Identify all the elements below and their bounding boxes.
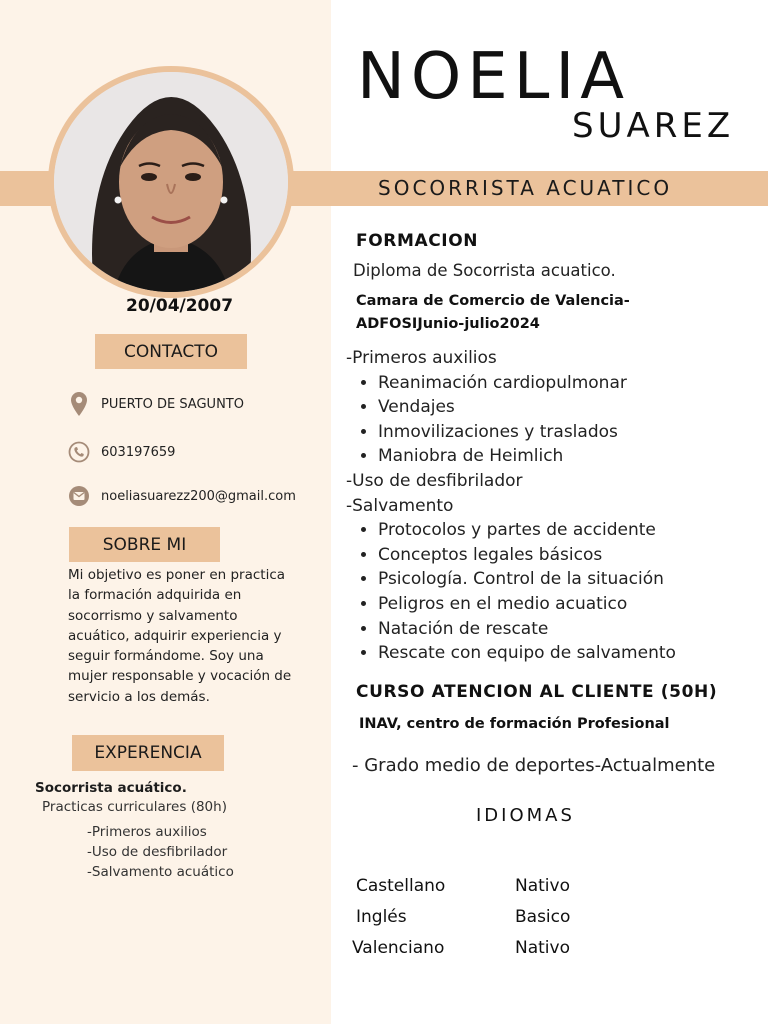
education-heading: FORMACION bbox=[356, 231, 479, 251]
contact-heading-label: CONTACTO bbox=[124, 341, 218, 362]
experience-role: Socorrista acuático. bbox=[35, 780, 187, 796]
last-name: SUAREZ bbox=[572, 106, 735, 146]
list-item: • Inmovilizaciones y traslados bbox=[378, 420, 676, 445]
course-institution: INAV, centro de formación Profesional bbox=[359, 716, 670, 732]
table-row bbox=[352, 901, 570, 932]
language-level: Basico bbox=[515, 906, 571, 927]
language-name: Castellano bbox=[356, 875, 446, 896]
list-item: • Peligros en el medio acuatico bbox=[378, 592, 676, 617]
education-institution-line1: Camara de Comercio de Valencia- bbox=[356, 293, 630, 309]
module-list bbox=[346, 371, 676, 469]
education-diploma: Diploma de Socorrista acuatico. bbox=[353, 261, 616, 280]
about-heading bbox=[69, 527, 220, 562]
about-heading-label: SOBRE MI bbox=[102, 534, 187, 555]
contact-address bbox=[68, 393, 244, 415]
education-institution-line2: ADFOSIJunio-julio2024 bbox=[356, 316, 540, 332]
contact-phone[interactable] bbox=[68, 441, 175, 463]
module-title: -Salvamento bbox=[346, 495, 454, 516]
experience-place: Practicas curriculares (80h) bbox=[42, 799, 227, 815]
location-pin-icon bbox=[68, 393, 90, 415]
experience-heading bbox=[72, 735, 224, 771]
list-item: • Psicología. Control de la situación bbox=[378, 567, 676, 592]
module-title: -Uso de desfibrilador bbox=[346, 470, 523, 491]
portrait-illustration bbox=[54, 72, 288, 292]
language-name: Inglés bbox=[356, 906, 407, 927]
contact-email[interactable] bbox=[68, 485, 296, 507]
list-item: • Conceptos legales básicos bbox=[378, 543, 676, 568]
phone-text: 603197659 bbox=[101, 444, 176, 460]
list-item: • Protocolos y partes de accidente bbox=[378, 518, 676, 543]
language-name: Valenciano bbox=[352, 937, 445, 958]
contact-heading bbox=[95, 334, 247, 369]
language-level: Nativo bbox=[515, 875, 570, 896]
experience-list bbox=[87, 822, 234, 882]
profile-photo bbox=[54, 72, 288, 292]
languages-heading: IDIOMAS bbox=[476, 805, 575, 826]
list-item: • Maniobra de Heimlich bbox=[378, 444, 676, 469]
experience-heading-label: EXPERENCIA bbox=[94, 743, 202, 763]
list-item: • Natación de rescate bbox=[378, 617, 676, 642]
list-item: • Rescate con equipo de salvamento bbox=[378, 641, 676, 666]
course-heading: CURSO ATENCION AL CLIENTE (50H) bbox=[356, 682, 718, 702]
module-title: -Primeros auxilios bbox=[346, 348, 497, 368]
table-row bbox=[352, 932, 570, 963]
email-icon bbox=[68, 485, 90, 507]
education-modules bbox=[346, 346, 676, 666]
about-text: Mi objetivo es poner en practica la formación adquirida en socorrismo y salvamento acuático, adquirir experiencia y seguir formándome. Soy una mujer responsable y vocación de servicio a los demás. bbox=[68, 567, 292, 705]
language-level: Nativo bbox=[515, 937, 570, 958]
birth-date: 20/04/2007 bbox=[126, 296, 234, 316]
list-item: -Salvamento acuático bbox=[87, 864, 234, 880]
list-item: • Vendajes bbox=[378, 395, 676, 420]
table-row bbox=[352, 870, 570, 901]
module-list bbox=[346, 518, 676, 666]
list-item: -Primeros auxilios bbox=[87, 824, 207, 840]
email-text: noeliasuarezz200@gmail.com bbox=[101, 488, 296, 504]
address-text: PUERTO DE SAGUNTO bbox=[101, 396, 244, 412]
job-title: SOCORRISTA ACUATICO bbox=[378, 176, 673, 200]
list-item: • Reanimación cardiopulmonar bbox=[378, 371, 676, 396]
phone-icon bbox=[68, 441, 90, 463]
first-name: NOELIA bbox=[357, 40, 630, 114]
list-item: -Uso de desfibrilador bbox=[87, 844, 228, 860]
current-study: - Grado medio de deportes-Actualmente bbox=[352, 755, 716, 776]
languages-table bbox=[352, 870, 570, 963]
